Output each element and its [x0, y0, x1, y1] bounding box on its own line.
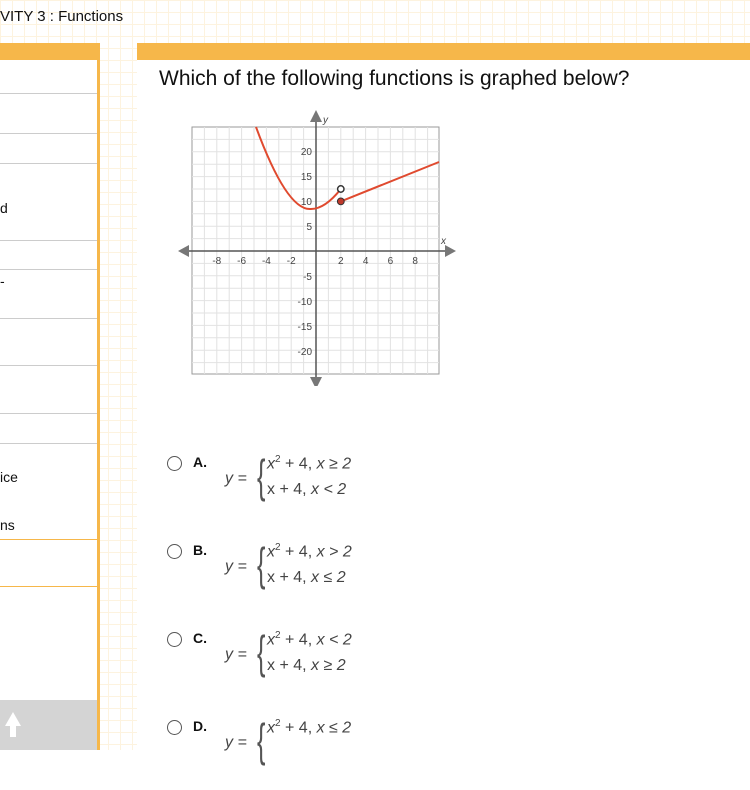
case-2: x + 4, x ≤ 2	[267, 569, 346, 586]
option-letter: C.	[193, 630, 207, 646]
y-axis-down-arrow	[310, 377, 322, 386]
brace-icon: {	[257, 714, 266, 766]
brace-icon: {	[257, 450, 266, 502]
case-1: $x^2 + 4$, x > 2	[267, 542, 352, 561]
case-1: $x^2 + 4$, x ≤ 2	[267, 718, 352, 737]
x-axis-label: x	[441, 236, 446, 247]
brace-icon: {	[257, 538, 266, 590]
y-equals: y =	[225, 734, 247, 751]
sidebar-item-3[interactable]	[0, 163, 97, 164]
left-nav-panel	[0, 43, 100, 750]
question-panel-header	[137, 43, 750, 60]
option-c[interactable]	[167, 626, 467, 702]
x-tick-label: 8	[412, 256, 418, 267]
x-axis-left-arrow	[178, 245, 189, 257]
option-letter: B.	[193, 542, 207, 558]
radio-a[interactable]	[167, 456, 182, 471]
sidebar-item-5[interactable]	[0, 269, 97, 270]
sidebar-item-7[interactable]	[0, 365, 97, 366]
option-letter: D.	[193, 718, 207, 734]
sidebar-item-6[interactable]: -	[0, 273, 97, 319]
sidebar-item-4[interactable]: d	[0, 200, 97, 241]
sidebar-divider	[0, 586, 97, 587]
y-tick-label: -15	[297, 322, 312, 333]
open-endpoint	[338, 186, 344, 192]
y-tick-label: -20	[297, 347, 312, 358]
option-letter: A.	[193, 454, 207, 470]
y-axis-label: y	[323, 115, 328, 126]
y-tick-label: 10	[300, 197, 312, 208]
y-equals: y =	[225, 646, 247, 663]
question-text: Which of the following functions is graphed below?	[159, 67, 630, 90]
sidebar-item-2[interactable]	[0, 133, 97, 134]
scroll-top-bar[interactable]	[0, 700, 97, 750]
x-tick-label: -2	[286, 256, 296, 267]
brace-icon: {	[257, 626, 266, 678]
radio-c[interactable]	[167, 632, 182, 647]
sidebar-item-9[interactable]	[0, 443, 97, 444]
sidebar-item-11[interactable]: ns	[0, 517, 97, 540]
left-panel-header	[0, 43, 97, 60]
radio-b[interactable]	[167, 544, 182, 559]
case-1: $x^2 + 4$, x ≥ 2	[267, 454, 352, 473]
y-tick-label: 5	[306, 222, 312, 233]
x-tick-label: -6	[237, 256, 247, 267]
question-panel	[137, 43, 750, 766]
y-tick-label: 20	[300, 147, 312, 158]
x-tick-label: 4	[362, 256, 369, 267]
activity-title: VITY 3 : Functions	[0, 8, 124, 25]
x-axis-right-arrow	[445, 245, 456, 257]
option-d[interactable]	[167, 714, 467, 790]
sidebar-item-8[interactable]	[0, 413, 97, 414]
sidebar-item-10[interactable]: ice	[0, 469, 18, 485]
case-2: x + 4, x < 2	[267, 481, 347, 498]
function-graph	[177, 106, 457, 386]
y-equals: y =	[225, 558, 247, 575]
x-tick-label: 2	[338, 256, 344, 267]
y-tick-label: -10	[297, 297, 312, 308]
closed-endpoint	[337, 198, 344, 205]
x-tick-label: 6	[387, 256, 394, 267]
y-tick-label: 15	[300, 172, 312, 183]
y-tick-label: -5	[303, 272, 312, 283]
sidebar-item-1[interactable]	[0, 93, 97, 94]
x-tick-label: -4	[261, 256, 271, 267]
y-axis-up-arrow	[310, 110, 322, 122]
case-2: x + 4, x ≥ 2	[267, 657, 346, 674]
radio-d[interactable]	[167, 720, 182, 735]
case-1: $x^2 + 4$, x < 2	[267, 630, 352, 649]
y-equals: y =	[225, 470, 247, 487]
option-b[interactable]	[167, 538, 467, 614]
option-a[interactable]	[167, 450, 467, 526]
arrow-up-icon[interactable]	[4, 710, 22, 738]
x-tick-label: -8	[212, 256, 222, 267]
